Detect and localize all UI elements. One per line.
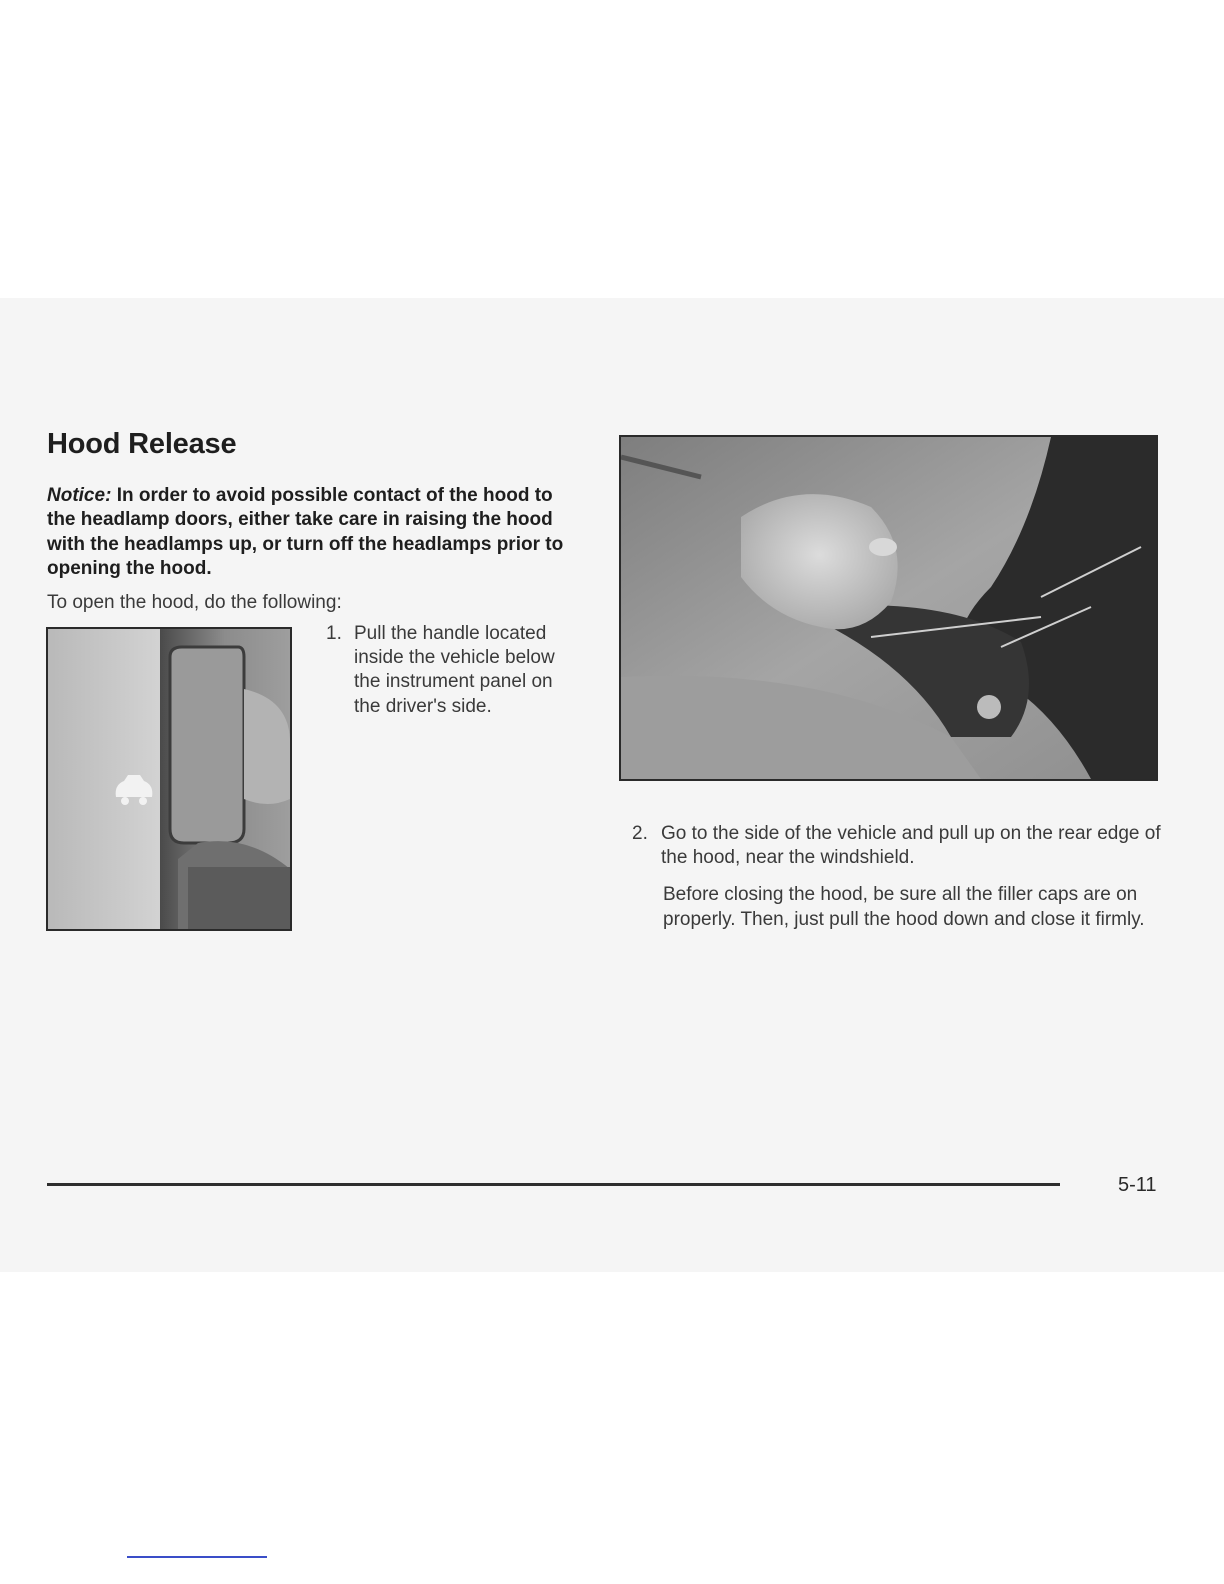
hood-latch-photo — [619, 435, 1158, 781]
notice-text: In order to avoid possible contact of the hood to the headlamp doors, either take care in raising the hood with the headlamps up, or turn off the headlamps prior to opening the hood. — [47, 485, 564, 579]
step-1-number: 1. — [326, 623, 342, 644]
step-2-text: Go to the side of the vehicle and pull up on the rear edge of the hood, near the windshield. — [661, 823, 1161, 869]
intro-text: To open the hood, do the following: — [47, 592, 342, 613]
closing-text: Before closing the hood, be sure all the filler caps are on properly. Then, just pull the hood down and close it firmly. — [663, 884, 1145, 930]
page-number: 5-11 — [1118, 1174, 1157, 1196]
step-2 — [632, 822, 1172, 870]
footer-link-underline[interactable] — [127, 1556, 267, 1558]
notice-label: Notice: — [47, 485, 112, 506]
notice-block — [47, 484, 567, 581]
section-title: Hood Release — [47, 428, 237, 460]
step-1-text: Pull the handle located inside the vehicle below the instrument panel on the driver's side. — [354, 623, 555, 717]
step-2-number: 2. — [632, 823, 648, 844]
hood-release-handle-photo — [46, 627, 292, 931]
step-1 — [326, 622, 566, 719]
footer-rule — [47, 1183, 1060, 1186]
